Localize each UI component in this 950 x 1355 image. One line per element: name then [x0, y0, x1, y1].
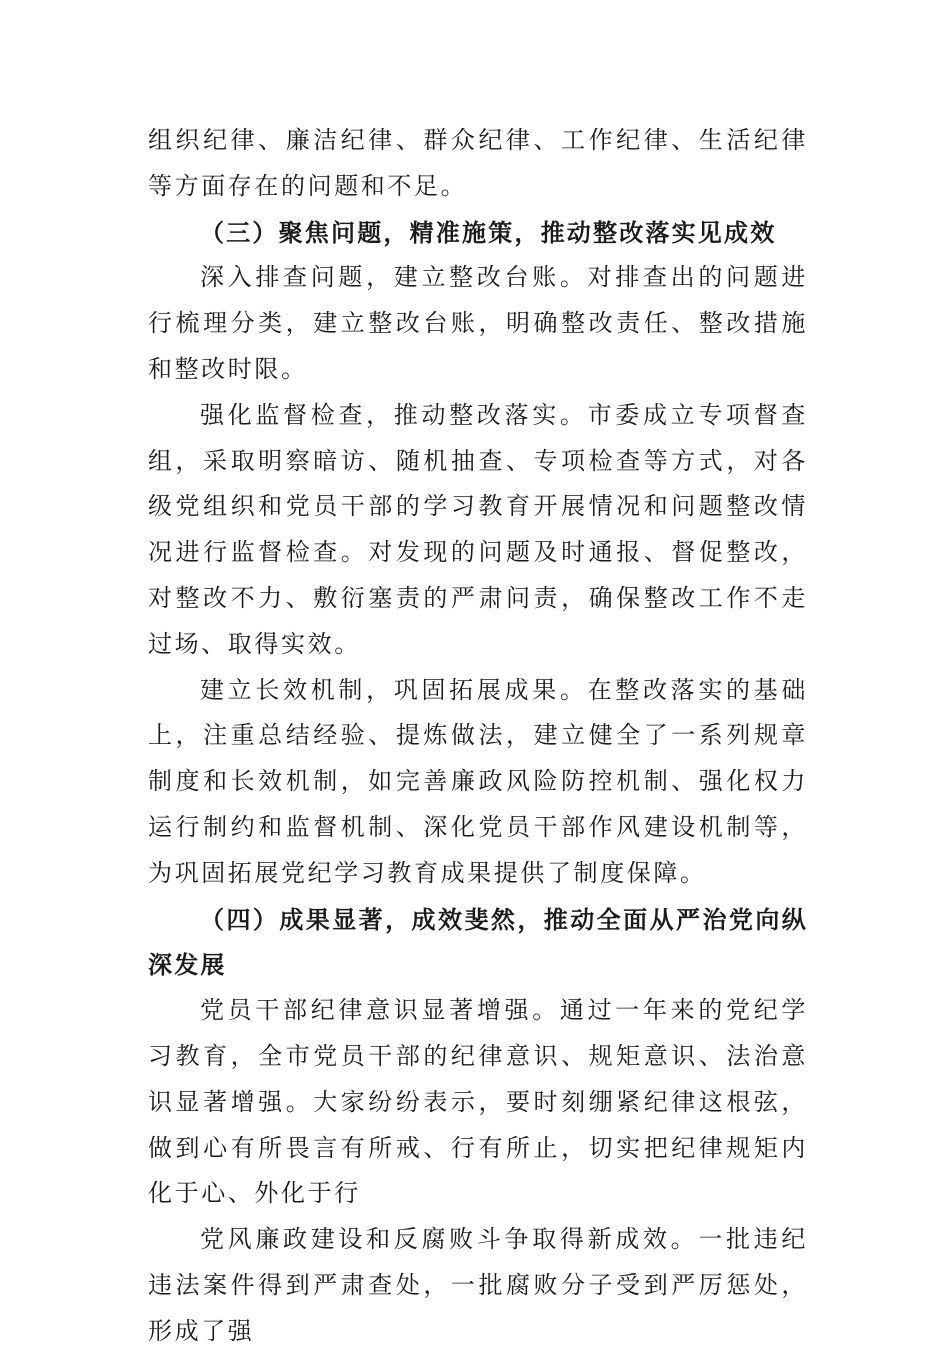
section-heading-4: （四）成果显著，成效斐然，推动全面从严治党向纵深发展 — [148, 904, 808, 980]
paragraph: 建立长效机制，巩固拓展成果。在整改落实的基础上，注重总结经验、提炼做法，建立健全了一系列规章制度和长效机制，如完善廉政风险防控机制、强化权力运行制约和监督机制、深化党员干部作风建设机制等，为巩固拓展党纪学习教育成果提供了制度保障。 — [148, 675, 808, 887]
paragraph: 党风廉政建设和反腐败斗争取得新成效。一批违纪违法案件得到严肃查处，一批腐败分子受到严厉惩处，形成了强 — [148, 1225, 808, 1345]
paragraph-continued: 组织纪律、廉洁纪律、群众纪律、工作纪律、生活纪律等方面存在的问题和不足。 — [148, 126, 808, 200]
paragraph: 深入排查问题，建立整改台账。对排查出的问题进行梳理分类，建立整改台账，明确整改责任、整改措施和整改时限。 — [148, 263, 808, 383]
document-body — [148, 118, 808, 1355]
section-heading-3: （三）聚焦问题，精准施策，推动整改落实见成效 — [200, 217, 777, 247]
paragraph: 党员干部纪律意识显著增强。通过一年来的党纪学习教育，全市党员干部的纪律意识、规矩意识、法治意识显著增强。大家纷纷表示，要时刻绷紧纪律这根弦，做到心有所畏言有所戒、行有所止，切实把纪律规矩内化于心、外化于行 — [148, 996, 808, 1208]
paragraph: 强化监督检查，推动整改落实。市委成立专项督查组，采取明察暗访、随机抽查、专项检查等方式，对各级党组织和党员干部的学习教育开展情况和问题整改情况进行监督检查。对发现的问题及时通报、督促整改，对整改不力、敷衍塞责的严肃问责，确保整改工作不走过场、取得实效。 — [148, 400, 808, 658]
